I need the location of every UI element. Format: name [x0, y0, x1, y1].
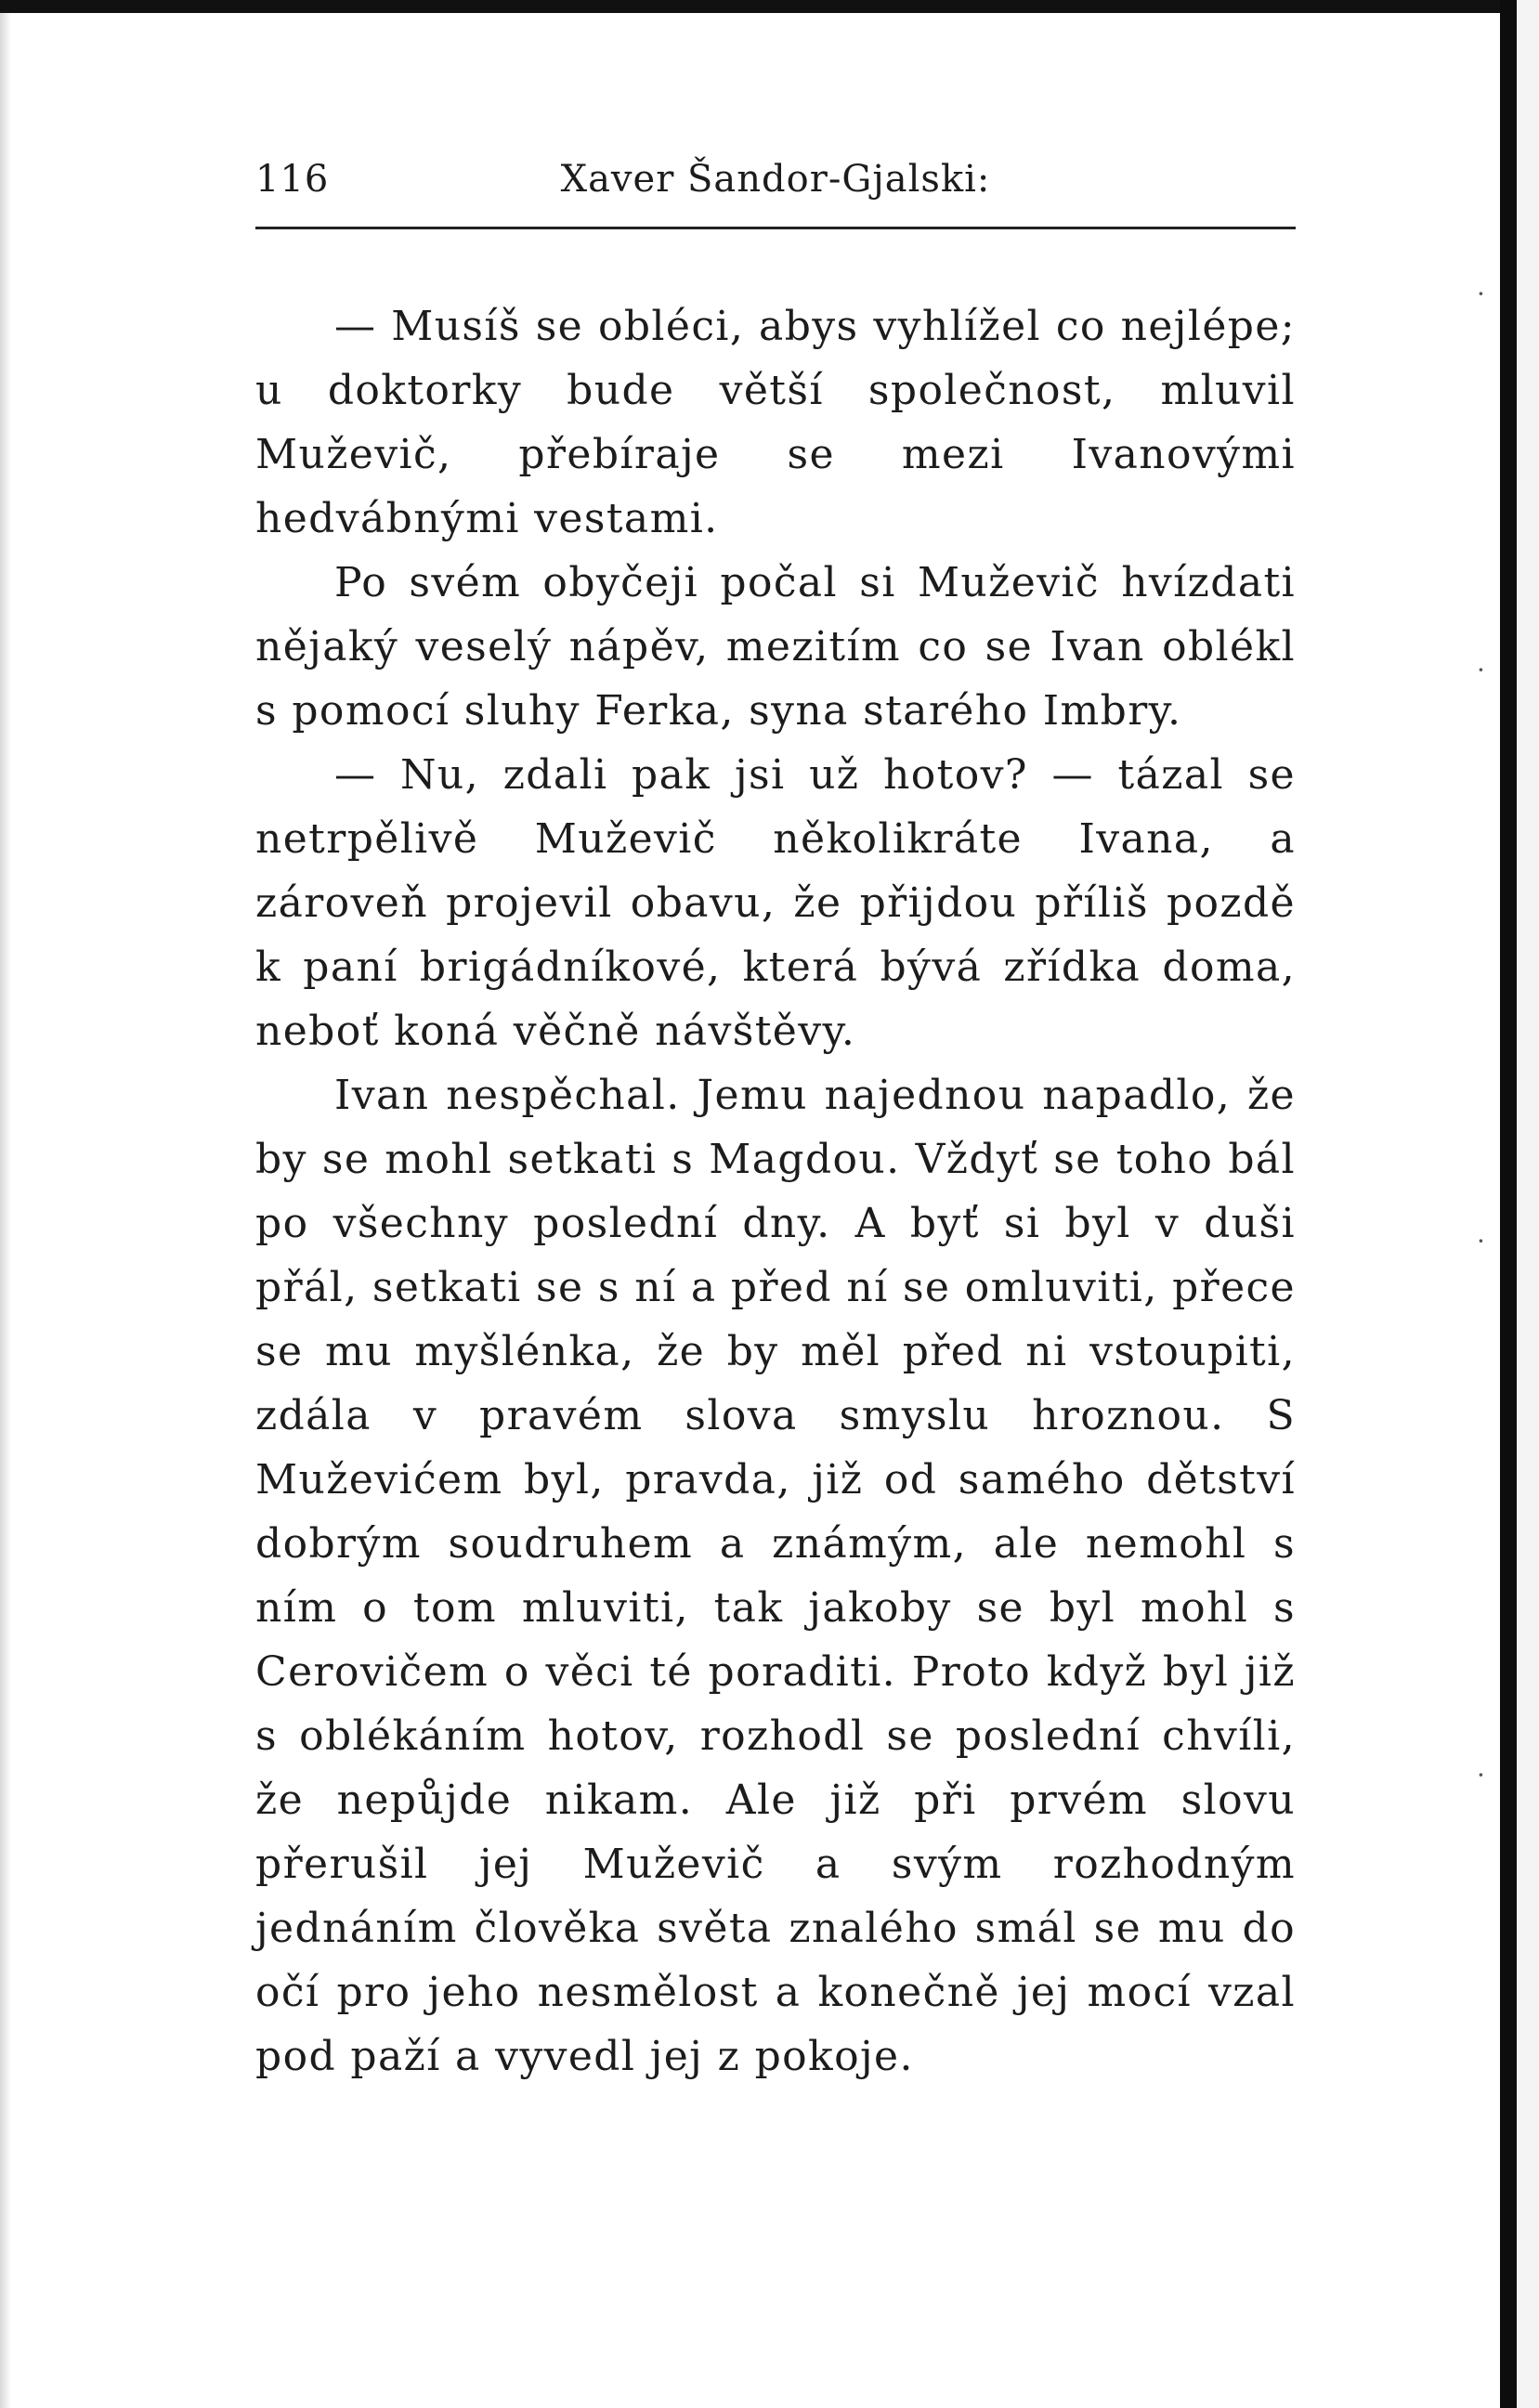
margin-speck: ·	[1477, 1760, 1485, 1790]
scan-top-edge	[0, 0, 1500, 13]
paragraph: Po svém obyčeji počal si Muževič hvízdati nějaký veselý nápěv, mezitím co se Ivan oblékl s pomocí sluhy Ferka, syna starého Imbry.	[255, 559, 1296, 735]
paragraph: — Nu, zdali pak jsi už hotov? — tázal se netrpělivě Muževič několikráte Ivana, a zároveň projevil obavu, že přijdou příliš pozdě k paní brigádníkové, která bývá zřídka doma, neboť koná věčně návštěvy.	[255, 751, 1296, 1055]
page-header	[255, 158, 1296, 214]
paragraph: Ivan nespěchal. Jemu najednou napadlo, že by se mohl setkati s Magdou. Vždyť se toho bál po všechny poslední dny. A byť si byl v duši přál, setkati se s ní a před ní se omluviti, přece se mu myšlénka, že by měl před ni vstoupiti, zdála v pravém slova smyslu hroznou. S Muževićem byl, pravda, již od samého dětství dobrým soudruhem a známým, ale nemohl s ním o tom mluviti, tak jakoby se byl mohl s Cerovičem o věci té poraditi. Proto když byl již s oblékáním hotov, rozhodl se poslední chvíli, že nepůjde nikam. Ale již při prvém slovu přerušil jej Muževič a svým rozhodným jednáním člověka světa znalého smál se mu do očí pro jeho nesmělost a konečně jej mocí vzal pod paží a vyvedl jej z pokoje.	[255, 1072, 1296, 2080]
margin-speck: ·	[1477, 655, 1485, 685]
scan-right-margin	[1517, 0, 1539, 2408]
margin-speck: ·	[1477, 1226, 1485, 1256]
body-text	[255, 294, 1296, 2089]
scan-left-edge	[0, 0, 11, 2408]
book-page	[255, 158, 1296, 2089]
margin-speck: ·	[1477, 279, 1485, 309]
header-rule	[255, 227, 1296, 229]
running-head: Xaver Šandor-Gjalski:	[560, 158, 991, 201]
scan-right-edge	[1500, 0, 1517, 2408]
page-number: 116	[255, 158, 330, 201]
paragraph: — Musíš se obléci, abys vyhlížel co nejlépe; u doktorky bude větší společnost, mluvil Muževič, přebíraje se mezi Ivanovými hedvábnými vestami.	[255, 303, 1296, 542]
